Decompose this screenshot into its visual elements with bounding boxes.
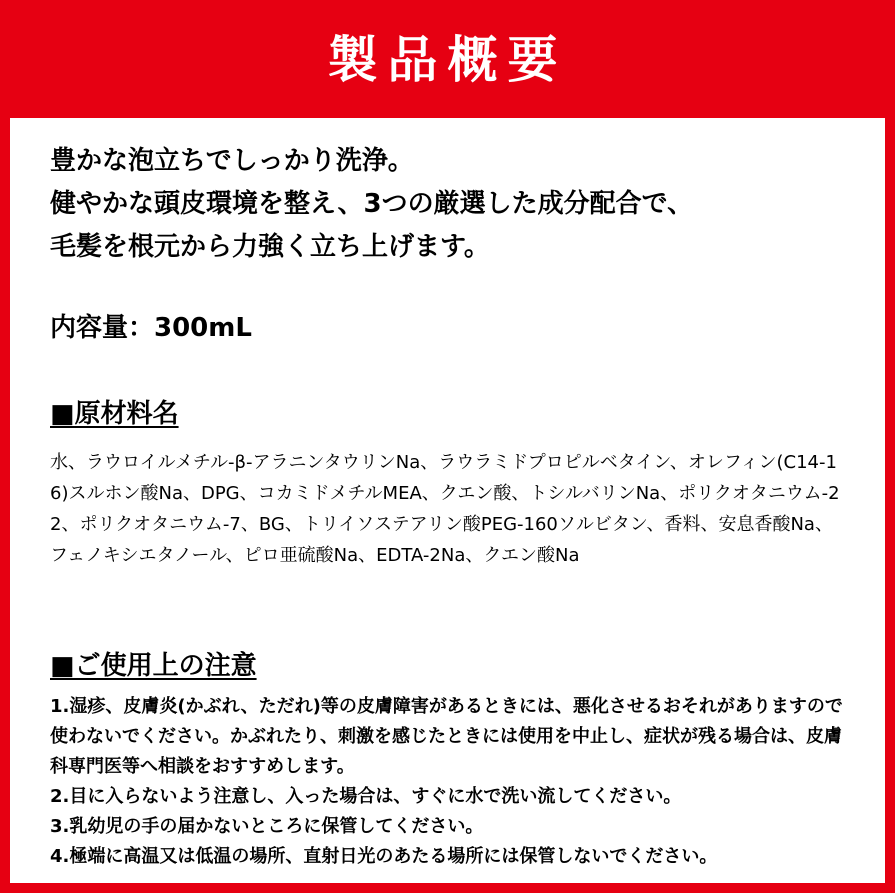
description-line-3: 毛髪を根元から力強く立ち上げます。 xyxy=(50,232,490,262)
ingredients-heading: ■原材料名 xyxy=(50,399,179,429)
caution-item-2: 2.目に入らないよう注意し、入った場合は、すぐに水で洗い流してください。 xyxy=(50,786,682,807)
header-banner xyxy=(0,0,895,118)
description-line-1: 豊かな泡立ちでしっかり洗浄。 xyxy=(50,146,414,176)
description-line-2: 健やかな頭皮環境を整え、3つの厳選した成分配合で、 xyxy=(50,189,694,219)
page-title: 製品概要 xyxy=(327,31,568,89)
caution-item-4: 4.極端に高温又は低温の場所、直射日光のあたる場所には保管しないでください。 xyxy=(50,846,718,867)
caution-item-1: 1.湿疹、皮膚炎(かぶれ、ただれ)等の皮膚障害があるときには、悪化させるおそれがありますので使わないでください。かぶれたり、刺激を感じたときには使用を中止し、症状が残る場合は、皮膚科専門医等へ相談をおすすめします。 xyxy=(50,696,843,777)
cautions-heading: ■ご使用上の注意 xyxy=(50,651,257,681)
product-description xyxy=(50,140,860,269)
caution-item-3: 3.乳幼児の手の届かないところに保管してください。 xyxy=(50,816,484,837)
cautions-list xyxy=(50,692,850,872)
ingredients-list: 水、ラウロイルメチル-β-アラニンタウリンNa、ラウラミドプロピルベタイン、オレフィン(C14-16)スルホン酸Na、DPG、コカミドメチルMEA、クエン酸、トシルバリンNa、ポリクオタニウム-22、ポリクオタニウム-7、BG、トリイソステアリン酸PEG-160ソルビタン、香料、安息香酸Na、フェノキシエタノール、ピロ亜硫酸Na、EDTA-2Na、クエン酸Na xyxy=(50,452,840,566)
volume-text: 内容量：300mL xyxy=(50,313,252,343)
